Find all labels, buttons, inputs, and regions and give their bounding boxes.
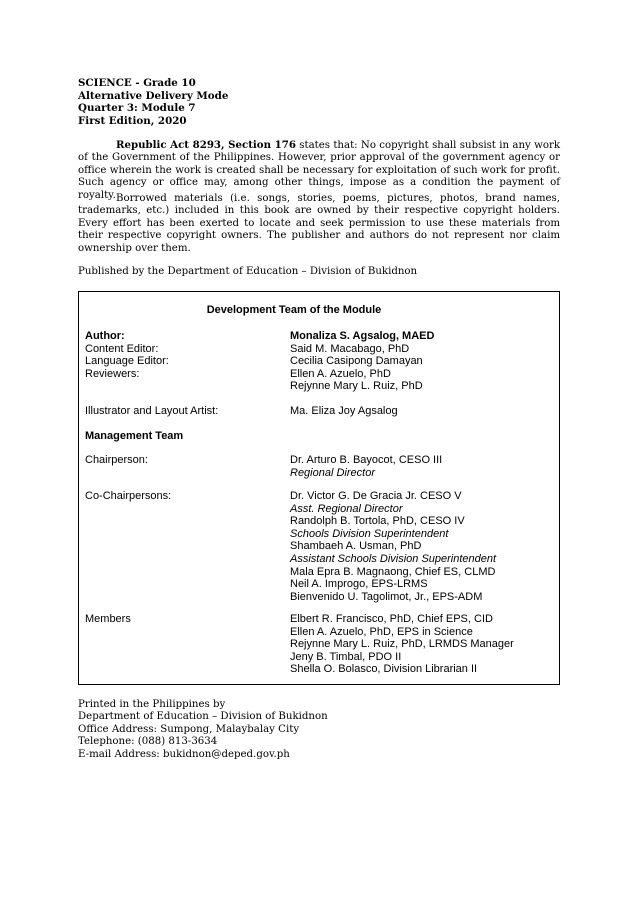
team-title: Development Team of the Module bbox=[206, 304, 382, 316]
member-name: Ellen A. Azuelo, PhD, EPS in Science bbox=[290, 625, 473, 638]
chairperson-name: Dr. Arturo B. Bayocot, CESO III bbox=[290, 454, 443, 466]
co-chair-title: Schools Division Superintendent bbox=[290, 527, 449, 540]
printed-line: Printed in the Philippines by bbox=[78, 699, 226, 710]
reviewer-name: Rejynne Mary L. Ruiz, PhD bbox=[290, 380, 423, 393]
republic-act: Republic Act 8293, Section 176 bbox=[116, 139, 296, 151]
module-header bbox=[78, 77, 228, 127]
borrowed-materials-paragraph bbox=[78, 193, 560, 255]
illustrator-label: Illustrator and Layout Artist: bbox=[85, 405, 219, 417]
co-chair-name: Mala Epra B. Magnaong, Chief ES, CLMD bbox=[290, 565, 496, 578]
printing-info bbox=[78, 699, 328, 761]
borrowed-materials-text: Borrowed materials (i.e. songs, stories, poems, pictures, photos, brand names, trademarks, etc.) included in this book are owned by their respective copyright holders. Every effort has been exerted to locate and seek permission to use these materials from their respective copyright owners. The publisher and authors do not represent nor claim ownership over them. bbox=[78, 193, 560, 254]
language-editor-name: Cecilia Casipong Damayan bbox=[290, 355, 423, 368]
co-chair-name: Bienvenido U. Tagolimot, Jr., EPS-ADM bbox=[290, 590, 483, 603]
development-team-box bbox=[78, 291, 560, 685]
copyright-statement: states that: No copyright shall subsist in any work of the Government of the Philippines. However, prior approval of the government agency or office wherein the work is created shall be necessary for exploitation of such work for profit. Such agency or office may, among other things, impose as a condition the payment of royalty. bbox=[78, 140, 561, 201]
members-list bbox=[290, 613, 560, 676]
chairperson-block bbox=[290, 454, 560, 479]
chairperson-title: Regional Director bbox=[290, 466, 375, 479]
management-label: Management Team bbox=[85, 430, 184, 442]
member-name: Shella O. Bolasco, Division Librarian II bbox=[290, 663, 478, 676]
co-chair-name: Dr. Victor G. De Gracia Jr. CESO V bbox=[290, 490, 462, 502]
reviewer-name: Ellen A. Azuelo, PhD bbox=[290, 367, 391, 380]
co-chair-name: Shambaeh A. Usman, PhD bbox=[290, 540, 422, 553]
content-editor-label: Content Editor: bbox=[85, 342, 159, 355]
header-subject: SCIENCE - Grade 10 bbox=[78, 77, 196, 89]
header-quarter: Quarter 3: Module 7 bbox=[78, 102, 196, 114]
published-by: Published by the Department of Education – Division of Bukidnon bbox=[78, 266, 418, 277]
co-chair-name: Neil A. Improgo, EPS-LRMS bbox=[290, 578, 428, 591]
author-label: Author: bbox=[85, 330, 125, 342]
illustrator-name: Ma. Eliza Joy Agsalog bbox=[290, 405, 398, 417]
email-address: E-mail Address: bukidnon@deped.gov.ph bbox=[78, 748, 290, 760]
chairperson-label: Chairperson: bbox=[85, 454, 148, 466]
header-mode: Alternative Delivery Mode bbox=[78, 89, 229, 102]
department-line: Department of Education – Division of Bukidnon bbox=[78, 711, 328, 723]
co-chair-title: Asst. Regional Director bbox=[290, 502, 403, 515]
reviewers-label: Reviewers: bbox=[85, 367, 140, 380]
member-name: Elbert R. Francisco, PhD, Chief EPS, CID bbox=[290, 613, 493, 625]
author-name: Monaliza S. Agsalog, MAED bbox=[290, 330, 435, 342]
content-editor-name: Said M. Macabago, PhD bbox=[290, 342, 410, 355]
telephone: Telephone: (088) 813-3634 bbox=[78, 736, 218, 748]
header-edition: First Edition, 2020 bbox=[78, 114, 187, 127]
co-chairpersons-label: Co-Chairpersons: bbox=[85, 490, 172, 502]
co-chair-name: Randolph B. Tortola, PhD, CESO IV bbox=[290, 515, 465, 528]
member-name: Rejynne Mary L. Ruiz, PhD, LRMDS Manager bbox=[290, 638, 514, 651]
co-chairpersons-block bbox=[290, 490, 560, 603]
member-name: Jeny B. Timbal, PDO II bbox=[290, 650, 402, 663]
reviewers-list bbox=[290, 368, 560, 393]
members-label: Members bbox=[85, 613, 131, 625]
language-editor-label: Language Editor: bbox=[85, 355, 169, 368]
co-chair-title: Assistant Schools Division Superintendent bbox=[290, 552, 497, 565]
office-address: Office Address: Sumpong, Malaybalay City bbox=[78, 723, 300, 735]
